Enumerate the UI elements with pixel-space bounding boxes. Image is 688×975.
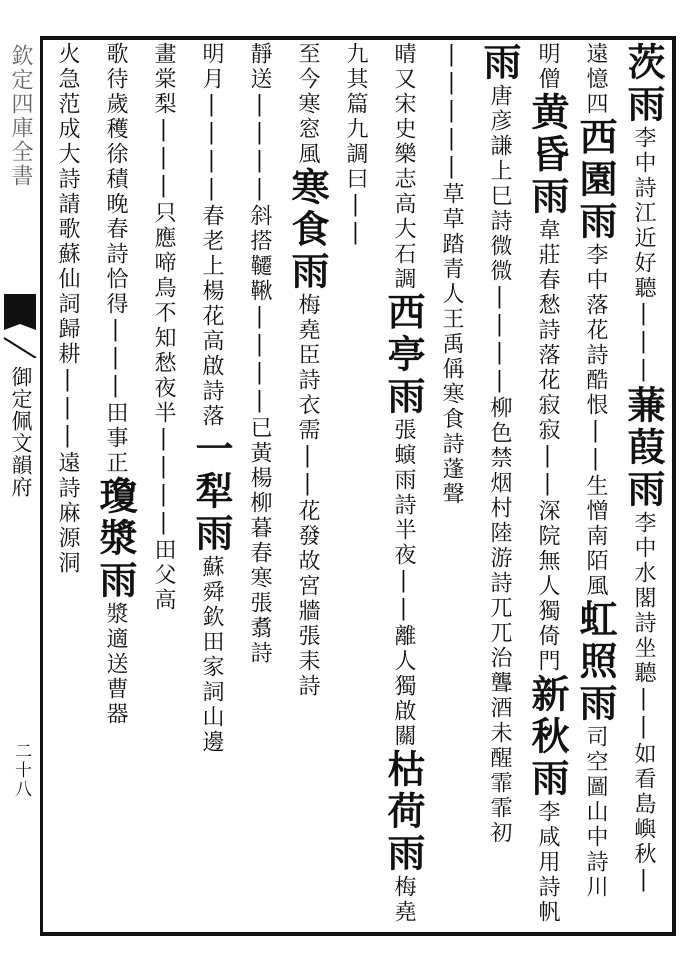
entry-annotation: 柳色禁烟村陸游詩兀兀治聾酒未醒霏霏 <box>487 396 512 821</box>
entry-heading: 茨雨 <box>621 42 666 126</box>
text-column <box>476 42 522 930</box>
entry-heading: 寒食雨 <box>285 167 330 293</box>
entry-annotation: 靜送|||| <box>247 42 272 204</box>
top-border-rule <box>40 36 676 40</box>
entry-heading: 瓊漿雨 <box>93 476 138 602</box>
entry-annotation: 遠詩麻源洞 <box>55 451 80 576</box>
text-column <box>236 42 282 930</box>
text-column <box>188 42 234 930</box>
entry-annotation: 唐彦謙上巳詩微微|||| <box>487 84 512 396</box>
entry-annotation: 斜搭韆鞦||||已黃楊柳暮春寒張翥詩 <box>247 204 272 666</box>
entry-annotation: 李中詩江近好聽 <box>631 126 656 301</box>
entry-annotation: 張螾雨詩半夜||離人獨啟關 <box>391 418 416 749</box>
margin-page-number: 二十八 <box>11 742 31 799</box>
fishtail-mark-icon <box>0 294 40 358</box>
entry-annotation: 晴又宋史樂志高大石調 <box>391 42 416 292</box>
margin-top-text: 欽定四庫全書 <box>8 44 33 188</box>
entry-annotation: 韋莊春愁詩落花寂寂 <box>535 218 560 443</box>
entry-annotation: 明僧 <box>535 42 560 92</box>
entry-annotation: |||||草草踏青人王禹偁寒食詩蓬聲 <box>439 42 464 507</box>
entry-annotation: ||深院無人獨倚門 <box>535 443 560 674</box>
text-column <box>572 42 618 930</box>
text-column <box>140 42 186 930</box>
text-column <box>92 42 138 930</box>
entry-heading: 黄昏雨 <box>525 92 570 218</box>
text-column <box>380 42 426 930</box>
entry-annotation: 歌待歲穫徐積晚春詩恰得|||田事正 <box>103 42 128 476</box>
entry-annotation: 蘇舜欽田家詞山邊 <box>199 555 224 755</box>
entry-annotation: 李中水閣詩坐聽||如看島嶼秋 <box>631 511 656 867</box>
entry-heading: 枯荷雨 <box>381 749 426 875</box>
entry-annotation: ||| <box>631 301 656 385</box>
entry-annotation: 初 <box>487 821 512 846</box>
entry-annotation: 畫棠梨|||只應啼鳥不知愁 <box>151 42 176 376</box>
entry-annotation: 至今寒窓風 <box>295 42 320 167</box>
margin-book-title: 御定佩文韻府 <box>9 366 33 498</box>
entry-annotation: | <box>631 867 656 895</box>
entry-annotation: 明月||||春老上楊花高啟詩落 <box>199 42 224 429</box>
entry-annotation: 梅堯臣詩衣需||花發故宮牆張耒詩 <box>295 293 320 699</box>
entry-annotation: 梅堯 <box>391 875 416 925</box>
right-border-rule <box>672 36 676 936</box>
entry-annotation: 四 <box>583 92 608 117</box>
entry-heading: 虹照雨 <box>573 599 618 725</box>
bottom-border-rule <box>40 932 676 936</box>
text-column <box>284 42 330 930</box>
entry-annotation: 漿適送曹器 <box>103 602 128 727</box>
page-margin-strip <box>0 36 40 936</box>
text-column <box>44 42 90 930</box>
entry-heading: 西亭雨 <box>381 292 426 418</box>
text-column <box>428 42 474 930</box>
text-column <box>620 42 666 930</box>
entry-heading: 西園雨 <box>573 117 618 243</box>
entry-heading: 一犁雨 <box>189 429 234 555</box>
entry-annotation: 李中落花詩酷恨||生憎南陌風 <box>583 243 608 599</box>
entry-heading: 新秋雨 <box>525 674 570 800</box>
entry-annotation: 司空圖山中詩川 <box>583 725 608 900</box>
entry-annotation: 李咸用詩帆 <box>535 800 560 925</box>
left-border-rule <box>40 36 43 936</box>
text-column <box>524 42 570 930</box>
entry-annotation: 九其篇九調曰|| <box>343 42 368 248</box>
entry-annotation: 夜半||||田父高 <box>151 376 176 613</box>
entry-annotation: 火急范成大詩請歌蘇仙詞歸耕||| <box>55 42 80 451</box>
text-column <box>332 42 378 930</box>
entry-annotation: 遠憶 <box>583 42 608 92</box>
entry-heading: 雨 <box>477 42 522 84</box>
entry-heading: 蒹葭雨 <box>621 385 666 511</box>
